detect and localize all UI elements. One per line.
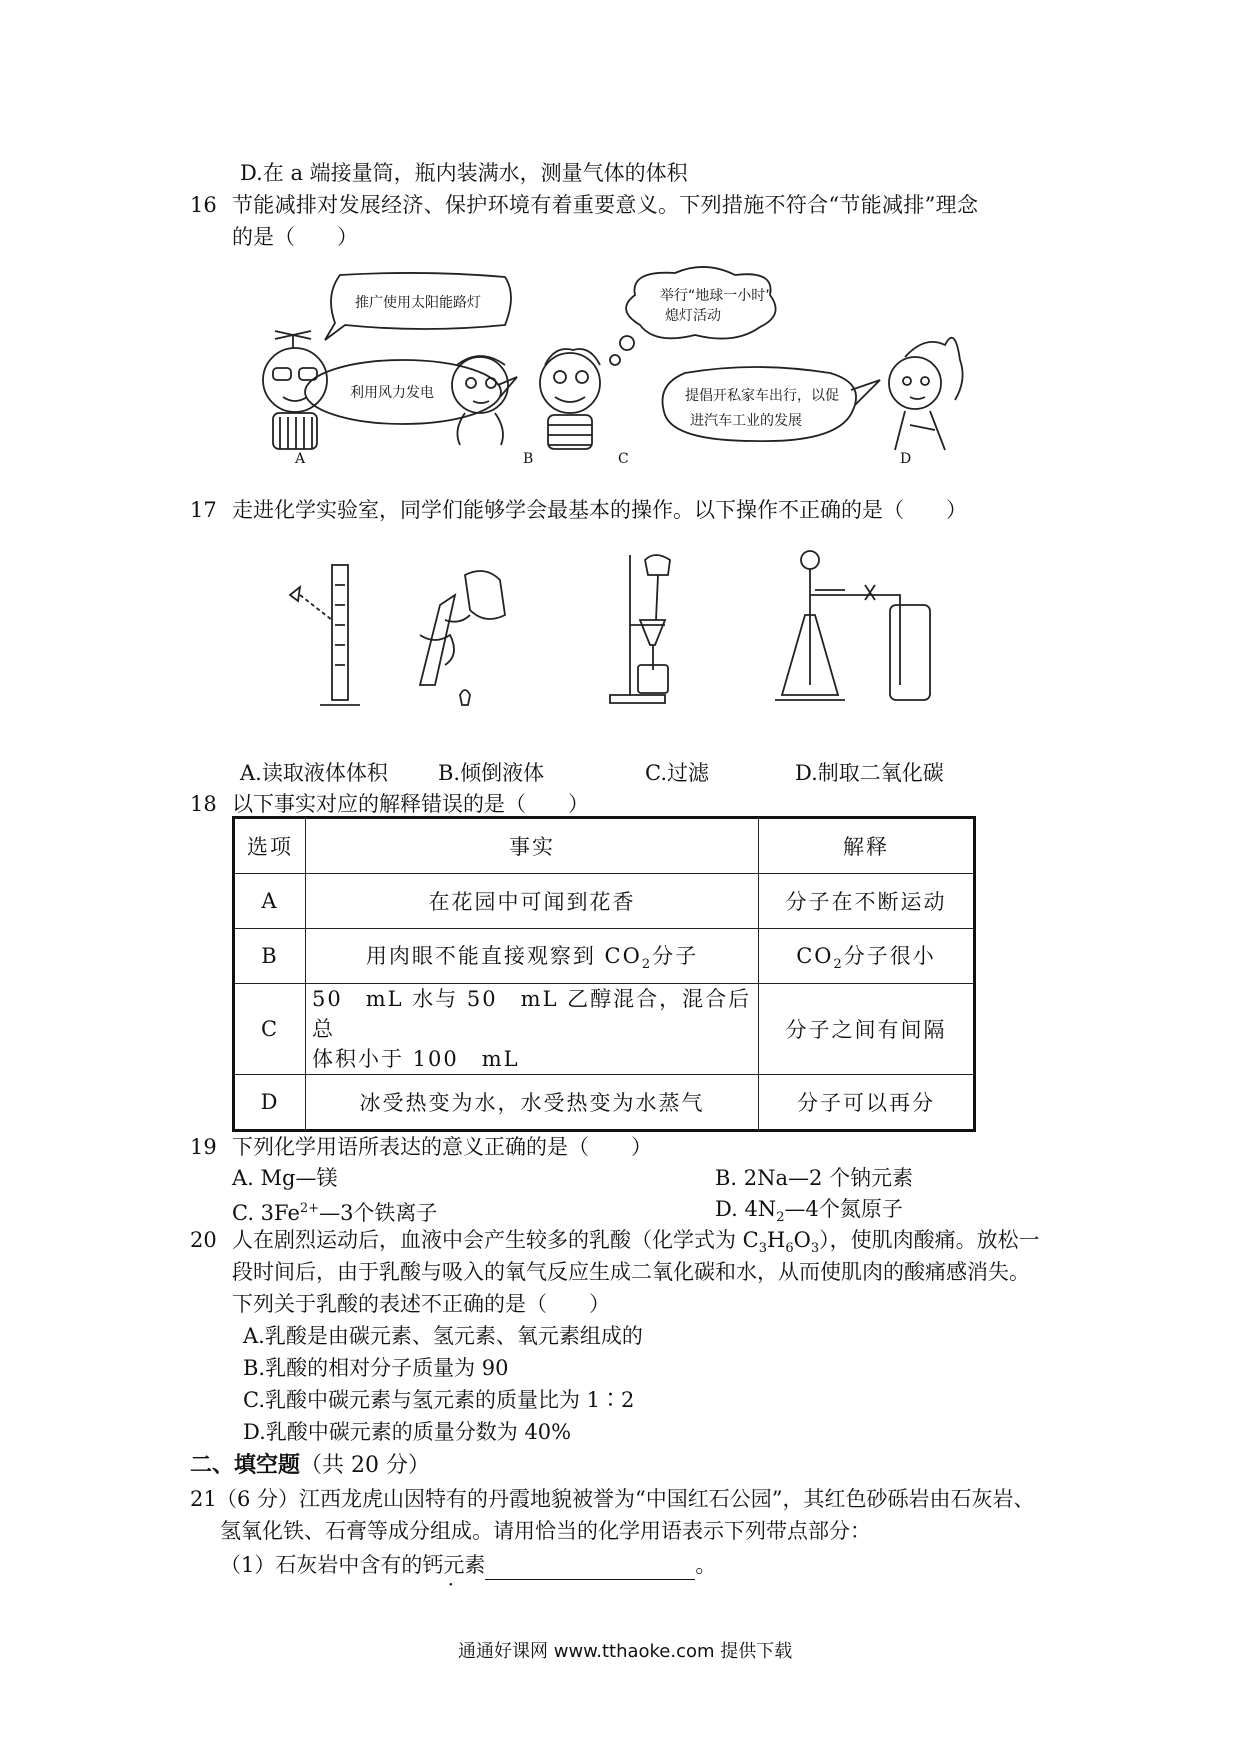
q20-line1-post: ），使肌肉酸痛。放松一	[819, 1228, 1040, 1252]
q20-option-d: D.乳酸中碳元素的质量分数为 40%	[243, 1420, 572, 1444]
q16-bubble-c-line2: 熄灯活动	[665, 308, 721, 324]
q19-option-c	[232, 1194, 437, 1228]
q19-option-d-sub: 2	[776, 1210, 785, 1226]
row-b-fact-sub: 2	[641, 957, 653, 973]
q20-formula-h: H	[767, 1228, 786, 1252]
q21-answer-blank[interactable]	[485, 1557, 695, 1580]
q16-bubble-d-line1: 提倡开私家车出行，以促	[685, 388, 839, 404]
q21-sub1-post: 。	[695, 1553, 717, 1577]
q20-line1-pre: 人在剧烈运动后，血液中会产生较多的乳酸（化学式为 C	[232, 1228, 759, 1252]
row-d-explanation: 分子可以再分	[759, 1075, 975, 1131]
table-row	[234, 1075, 975, 1131]
row-b-explain-pre: CO	[796, 943, 834, 968]
q17-number: 17	[190, 498, 217, 522]
q15-option-d: D.在 a 端接量筒，瓶内装满水，测量气体的体积	[240, 161, 688, 185]
q18-text: 以下事实对应的解释错误的是（ ）	[232, 792, 589, 816]
q17-text: 走进化学实验室，同学们能够学会最基本的操作。以下操作不正确的是（ ）	[232, 498, 967, 522]
q21-number: 21	[190, 1487, 217, 1511]
row-b-explanation	[759, 929, 975, 984]
q17-option-a: A.读取液体体积	[240, 761, 388, 785]
q19-option-c-pre: C. 3Fe	[232, 1201, 300, 1225]
table-header-row	[234, 818, 975, 874]
q19-option-b: B. 2Na—2 个钠元素	[715, 1166, 914, 1190]
row-b-explain-post: 分子很小	[843, 943, 936, 968]
q16-bubble-d-line2: 进汽车工业的发展	[690, 413, 802, 429]
q20-option-b: B.乳酸的相对分子质量为 90	[243, 1356, 509, 1380]
row-b-fact	[306, 929, 759, 984]
q19-number: 19	[190, 1135, 217, 1159]
q17-apparatus-figure	[270, 545, 970, 715]
page-footer: 通通好课网 www.tthaoke.com 提供下载	[458, 1641, 793, 1662]
q20-line3: 下列关于乳酸的表述不正确的是（ ）	[232, 1292, 610, 1316]
row-c-explanation: 分子之间有间隔	[759, 984, 975, 1075]
q16-label-a: A	[295, 451, 306, 467]
q17-option-b: B.倾倒液体	[438, 761, 545, 785]
row-b-explain-sub: 2	[833, 957, 844, 973]
section-title	[190, 1450, 430, 1481]
row-a-explanation: 分子在不断运动	[759, 874, 975, 929]
q16-label-d: D	[900, 451, 912, 467]
q20-option-a: A.乳酸是由碳元素、氢元素、氧元素组成的	[243, 1324, 643, 1348]
q20-formula-h-count: 6	[785, 1241, 794, 1257]
row-d-fact: 冰受热变为水，水受热变为水蒸气	[306, 1075, 759, 1131]
q16-bubble-b-text: 利用风力发电	[350, 385, 434, 401]
q19-option-d-pre: D. 4N	[715, 1197, 777, 1221]
q21-sub1-pre: （1）石灰岩中含有的	[220, 1553, 423, 1577]
q21-sub1	[220, 1550, 716, 1580]
row-c-fact-line1: 50 mL 水与 50 mL 乙醇混合，混合后总	[312, 987, 752, 1041]
q19-text: 下列化学用语所表达的意义正确的是（ ）	[232, 1135, 652, 1159]
q18-facts-table	[232, 816, 976, 1132]
q17-option-c: C.过滤	[645, 761, 709, 785]
section-score: （共 20 分）	[300, 1453, 430, 1478]
q20-option-c: C.乳酸中碳元素与氢元素的质量比为 1∶2	[243, 1388, 635, 1412]
q20-formula-o-count: 3	[810, 1241, 820, 1257]
row-a-fact: 在花园中可闻到花香	[306, 874, 759, 929]
row-c-option: C	[234, 984, 306, 1075]
row-d-option: D	[234, 1075, 306, 1131]
q21-line2: 氢氧化铁、石膏等成分组成。请用恰当的化学用语表示下列带点部分：	[220, 1519, 871, 1543]
q16-cartoon-figure	[255, 265, 1035, 470]
row-b-fact-pre: 用肉眼不能直接观察到 CO	[365, 943, 642, 968]
q19-option-c-post: —3个铁离子	[319, 1201, 438, 1225]
q19-option-a: A. Mg—镁	[232, 1166, 338, 1190]
q21-line1: （6 分）江西龙虎山因特有的丹霞地貌被誉为“中国红石公园”，其红色砂砾岩由石灰岩、	[216, 1487, 1035, 1511]
table-header-option: 选项	[234, 818, 306, 874]
table-header-fact: 事实	[306, 818, 759, 874]
q16-bubble-a-text: 推广使用太阳能路灯	[355, 295, 481, 311]
table-row	[234, 874, 975, 929]
q16-bubble-c-line1: 举行“地球一小时”	[660, 288, 773, 304]
q19-option-d-post: —4个氮原子	[784, 1197, 903, 1221]
row-b-option: B	[234, 929, 306, 984]
q21-sub1-dotted: 钙元素	[422, 1553, 486, 1577]
row-c-fact-line2: 体积小于 100 mL	[312, 1047, 520, 1071]
table-row	[234, 929, 975, 984]
q20-line2: 段时间后，由于乳酸与吸入的氧气反应生成二氧化碳和水，从而使肌肉的酸痛感消失。	[232, 1260, 1030, 1284]
q16-number: 16	[190, 193, 217, 217]
row-a-option: A	[234, 874, 306, 929]
q17-option-d: D.制取二氧化碳	[795, 761, 944, 785]
q20-formula-c-count: 3	[758, 1241, 768, 1257]
row-c-fact	[306, 984, 759, 1075]
q20-number: 20	[190, 1228, 217, 1252]
section-title-text: 二、填空题	[190, 1452, 301, 1478]
q16-label-c: C	[618, 451, 629, 467]
q16-text-line2: 的是（ ）	[232, 225, 358, 249]
q16-label-b: B	[523, 451, 534, 467]
q19-option-c-sup: 2+	[299, 1201, 320, 1216]
row-b-fact-post: 分子	[652, 943, 699, 968]
q18-number: 18	[190, 792, 217, 816]
q16-text-line1: 节能减排对发展经济、保护环境有着重要意义。下列措施不符合“节能减排”理念	[232, 193, 979, 217]
table-row	[234, 984, 975, 1075]
table-header-explanation: 解释	[759, 818, 975, 874]
q20-formula-o: O	[793, 1228, 811, 1252]
